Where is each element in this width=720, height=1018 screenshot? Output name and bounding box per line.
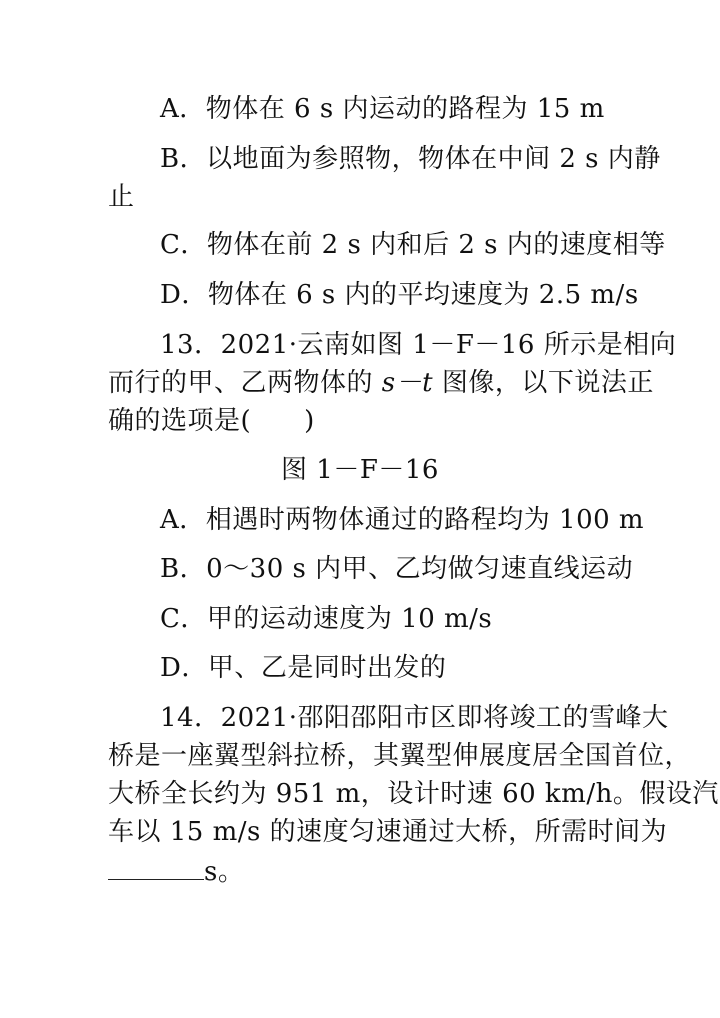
q14-unit-suffix: s。 <box>204 857 245 887</box>
q14-stem-line3: 大桥全长约为 951 m，设计时速 60 km/h。假设汽 <box>108 779 719 809</box>
q12-option-c: C．物体在前 2 s 内和后 2 s 内的速度相等 <box>160 230 666 260</box>
q13-st-variable: s－t <box>381 368 434 398</box>
q13-stem-line3: 确的选项是( ) <box>108 406 315 436</box>
q13-stem-line2 <box>108 366 654 400</box>
q12-option-b-line1: B．以地面为参照物，物体在中间 2 s 内静 <box>160 144 661 174</box>
q13-option-a: A．相遇时两物体通过的路程均为 100 m <box>160 505 645 535</box>
q13-stem-line1: 13．2021·云南如图 1－F－16 所示是相向 <box>160 330 677 360</box>
q13-option-d: D．甲、乙是同时出发的 <box>160 653 447 683</box>
q14-answer-line <box>108 853 244 889</box>
q13-stem-line2-post: 图像，以下说法正 <box>433 368 654 398</box>
q14-stem-line2: 桥是一座翼型斜拉桥，其翼型伸展度居全国首位， <box>108 741 692 771</box>
q12-option-b-line2: 止 <box>108 182 135 212</box>
q13-option-b: B．0～30 s 内甲、乙均做匀速直线运动 <box>160 554 634 584</box>
q12-option-d: D．物体在 6 s 内的平均速度为 2.5 m/s <box>160 280 639 310</box>
answer-blank[interactable] <box>108 853 204 880</box>
q14-stem-line1: 14．2021·邵阳邵阳市区即将竣工的雪峰大 <box>160 703 669 733</box>
q13-stem-line2-pre: 而行的甲、乙两物体的 <box>108 368 382 398</box>
q13-option-c: C．甲的运动速度为 10 m/s <box>160 604 493 634</box>
q14-stem-line4: 车以 15 m/s 的速度匀速通过大桥，所需时间为 <box>108 817 668 847</box>
q12-option-a: A．物体在 6 s 内运动的路程为 15 m <box>160 94 605 124</box>
figure-caption: 图 1－F－16 <box>281 455 439 485</box>
